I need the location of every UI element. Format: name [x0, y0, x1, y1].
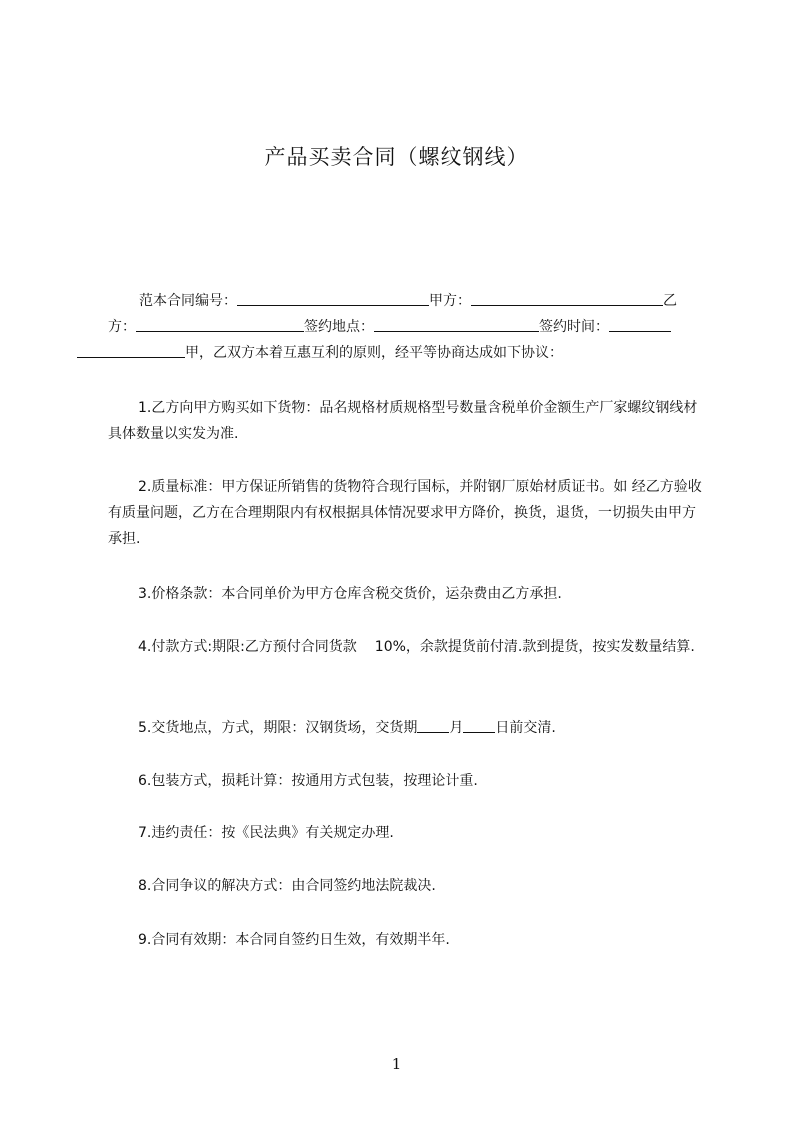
clause-4 [108, 634, 704, 660]
clause-5-text-after: 日前交清. [495, 720, 556, 736]
month-blank [417, 716, 449, 733]
clause-9: 9.合同有效期：本合同自签约日生效，有效期半年. [138, 932, 450, 948]
intro-tail-text: 甲，乙双方本着互惠互利的原则，经平等协商达成如下协议： [185, 345, 563, 361]
contract-no-blank [237, 289, 429, 306]
clause-6: 6.包装方式，损耗计算：按通用方式包装，按理论计重. [138, 773, 478, 789]
party-b-label-part2: 方： [108, 319, 136, 335]
document-title: 产品买卖合同（螺纹钢线） [264, 145, 529, 169]
place-label: 签约地点： [304, 319, 374, 335]
party-b-label-part1: 乙 [663, 293, 677, 309]
contract-no-label: 范本合同编号： [139, 293, 237, 309]
intro-paragraph [108, 288, 704, 366]
clause-4-text-after: 10%，余款提货前付清.款到提货，按实发数量结算. [374, 639, 695, 655]
place-blank [374, 315, 539, 332]
clause-1: 1.乙方向甲方购买如下货物：品名规格材质规格型号数量含税单价金额生产厂家螺纹钢线材具体数量以实发为准. [108, 400, 698, 442]
party-b-blank [136, 315, 304, 332]
party-a-blank [471, 289, 663, 306]
time-label: 签约时间： [539, 319, 609, 335]
clause-2: 2.质量标准：甲方保证所销售的货物符合现行国标，并附钢厂原始材质证书。如 经乙方验收有质量问题，乙方在合理期限内有权根据具体情况要求甲方降价，换货，退货，一切损失由甲方承担. [108, 479, 702, 547]
clause-5 [108, 715, 704, 741]
time-blank [609, 315, 671, 332]
clause-5-text-before: 5.交货地点，方式，期限：汉钢货场，交货期 [138, 720, 418, 736]
time-blank-continued [77, 341, 185, 358]
clause-4-text-before: 4.付款方式:期限:乙方预付合同货款 [138, 639, 357, 655]
day-blank [463, 716, 495, 733]
page-number: 1 [391, 1055, 402, 1073]
party-a-label: 甲方： [429, 293, 471, 309]
clause-7: 7.违约责任：按《民法典》有关规定办理. [138, 825, 394, 841]
clause-3: 3.价格条款：本合同单价为甲方仓库含税交货价，运杂费由乙方承担. [138, 586, 562, 602]
clause-5-text-mid: 月 [449, 720, 464, 736]
clause-8: 8.合同争议的解决方式：由合同签约地法院裁决. [138, 878, 436, 894]
